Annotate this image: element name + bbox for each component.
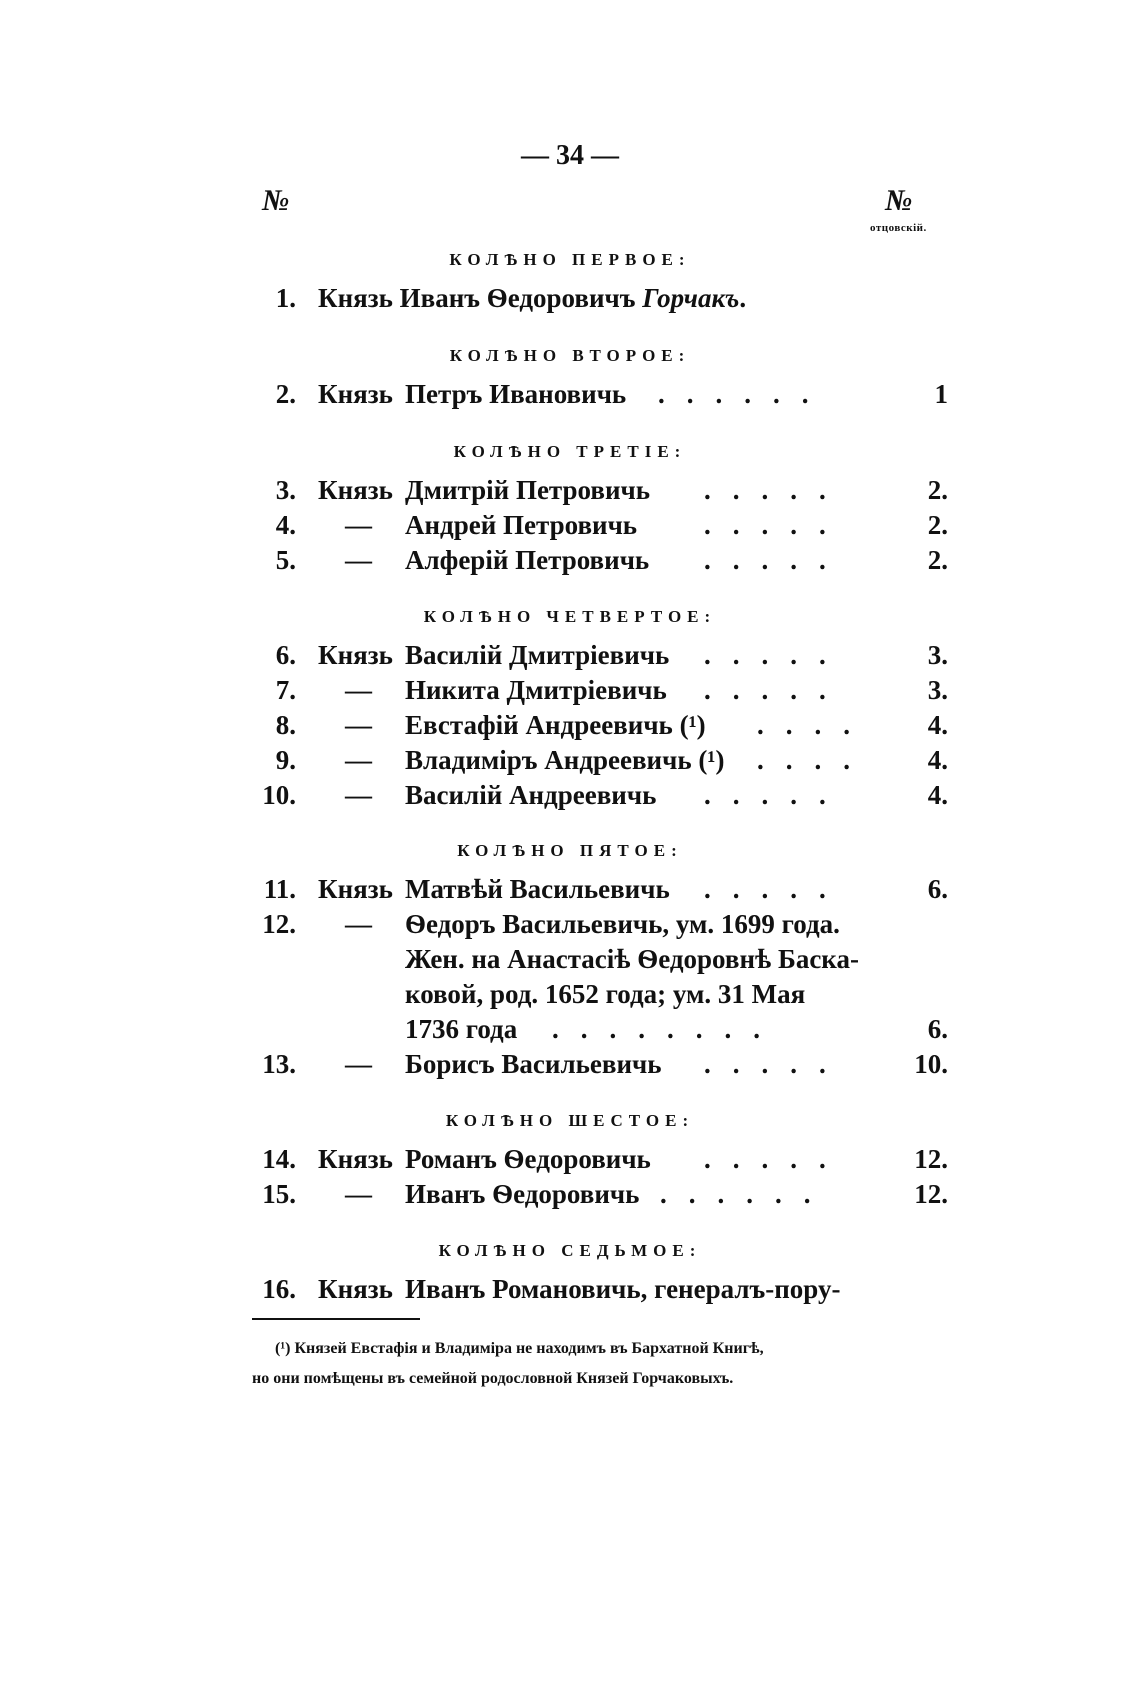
father-ref: 12. xyxy=(914,1179,948,1209)
entry-name: Василій Дмитріевичь xyxy=(405,640,670,670)
column-header-right: № xyxy=(885,184,913,217)
entry-text-line: ковой, род. 1652 года; ум. 31 Мая xyxy=(405,979,806,1009)
section-heading: КОЛѢНО ВТОРОЕ: xyxy=(449,346,691,365)
entry-name: Иванъ Ѳедоровичь xyxy=(405,1179,640,1209)
entry-number: 10. xyxy=(262,780,296,810)
footnote-line: (¹) Князей Евстафія и Владиміра не находимъ въ Бархатной Книгѣ, xyxy=(275,1340,764,1357)
leader-dots: ..... xyxy=(704,874,848,904)
entry-prefix: Князь xyxy=(318,283,393,313)
entry-number: 7. xyxy=(275,675,296,705)
leader-dots: ..... xyxy=(704,545,848,575)
entry-text-line: Жен. на Анастасіѣ Ѳедоровнѣ Баска- xyxy=(405,944,859,974)
father-ref: 2. xyxy=(927,545,948,575)
section-heading: КОЛѢНО ШЕСТОЕ: xyxy=(445,1111,695,1130)
section-heading: КОЛѢНО СЕДЬМОЕ: xyxy=(438,1241,702,1260)
entry-name: Борисъ Васильевичь xyxy=(405,1049,662,1079)
entry-prefix: Князь xyxy=(318,640,393,670)
entry-dash: — xyxy=(345,1049,372,1079)
entry-name-plain: Иванъ Ѳедоровичъ xyxy=(399,283,643,313)
entry-name: Никита Дмитріевичь xyxy=(405,675,667,705)
entry-dash: — xyxy=(345,710,372,740)
entry-number: 13. xyxy=(262,1049,296,1079)
entry-prefix: Князь xyxy=(318,379,393,409)
section-heading: КОЛѢНО ПЕРВОЕ: xyxy=(449,250,691,269)
father-ref: 1 xyxy=(934,379,948,409)
leader-dots: .... xyxy=(757,745,872,775)
father-ref: 4. xyxy=(927,780,948,810)
entry-dash: — xyxy=(345,510,372,540)
entry-number: 11. xyxy=(263,874,296,904)
entry-name-end: . xyxy=(739,283,747,313)
page-number: — 34 — xyxy=(521,140,619,171)
section-heading: КОЛѢНО ЧЕТВЕРТОЕ: xyxy=(423,607,717,626)
entry-name: Владиміръ Андреевичь (¹) xyxy=(405,745,725,775)
leader-dots: ..... xyxy=(704,640,848,670)
father-ref: 12. xyxy=(914,1144,948,1174)
father-ref: 6. xyxy=(927,1014,948,1044)
entry-name: Дмитрій Петровичь xyxy=(405,475,651,505)
entry-number: 16. xyxy=(262,1274,296,1304)
entry-dash: — xyxy=(345,745,372,775)
entry-prefix: Князь xyxy=(318,475,393,505)
leader-dots: ...... xyxy=(660,1179,833,1209)
entry-name: Романъ Ѳедоровичь xyxy=(405,1144,651,1174)
entry-dash: — xyxy=(345,1179,372,1209)
entry-name: Евстафій Андреевичь (¹) xyxy=(405,710,706,740)
entry-text-line: Ѳедоръ Васильевичь, ум. 1699 года. xyxy=(405,909,840,939)
entry-number: 14. xyxy=(262,1144,296,1174)
father-ref: 2. xyxy=(927,510,948,540)
entry-dash: — xyxy=(345,675,372,705)
entry-name xyxy=(318,283,746,314)
entry-name: Василій Андреевичь xyxy=(405,780,657,810)
entry-number: 15. xyxy=(262,1179,296,1209)
father-ref: 2. xyxy=(927,475,948,505)
entry-name-italic: Горчакъ xyxy=(642,283,740,313)
entry-number: 4. xyxy=(275,510,296,540)
column-header-left: № xyxy=(262,184,290,217)
leader-dots: ...... xyxy=(658,379,831,409)
father-ref: 3. xyxy=(927,675,948,705)
entry-dash: — xyxy=(345,545,372,575)
section-heading: КОЛѢНО ТРЕТІЕ: xyxy=(453,442,687,461)
entry-number: 2. xyxy=(275,379,296,409)
entry-dash: — xyxy=(345,909,372,939)
column-header-right-sub: отцовскій. xyxy=(870,222,927,234)
leader-dots: ..... xyxy=(704,1049,848,1079)
entry-number: 6. xyxy=(275,640,296,670)
entry-name: Андрей Петровичь xyxy=(405,510,638,540)
entry-prefix: Князь xyxy=(318,1274,393,1304)
father-ref: 3. xyxy=(927,640,948,670)
entry-number: 8. xyxy=(275,710,296,740)
leader-dots: ........ xyxy=(552,1014,782,1044)
entry-prefix: Князь xyxy=(318,1144,393,1174)
entry-name: Матвѣй Васильевичь xyxy=(405,874,670,904)
entry-number: 12. xyxy=(262,909,296,939)
entry-name: Иванъ Романовичь, генералъ-пору- xyxy=(405,1274,841,1304)
entry-name: Петръ Ивановичь xyxy=(405,379,627,409)
footnote-line: но они помѣщены въ семейной родословной Князей Горчаковыхъ. xyxy=(252,1370,734,1387)
section-heading: КОЛѢНО ПЯТОЕ: xyxy=(457,841,683,860)
entry-name: Алферій Петровичь xyxy=(405,545,650,575)
leader-dots: ..... xyxy=(704,675,848,705)
leader-dots: ..... xyxy=(704,510,848,540)
leader-dots: ..... xyxy=(704,780,848,810)
entry-prefix: Князь xyxy=(318,874,393,904)
father-ref: 6. xyxy=(927,874,948,904)
father-ref: 4. xyxy=(927,745,948,775)
father-ref: 10. xyxy=(914,1049,948,1079)
entry-name: 1736 года xyxy=(405,1014,518,1044)
entry-dash: — xyxy=(345,780,372,810)
footnote-rule xyxy=(252,1318,420,1320)
leader-dots: .... xyxy=(757,710,872,740)
entry-number: 9. xyxy=(275,745,296,775)
entry-number: 1. xyxy=(275,283,296,313)
entry-number: 3. xyxy=(275,475,296,505)
entry-number: 5. xyxy=(275,545,296,575)
leader-dots: ..... xyxy=(704,1144,848,1174)
father-ref: 4. xyxy=(927,710,948,740)
leader-dots: ..... xyxy=(704,475,848,505)
